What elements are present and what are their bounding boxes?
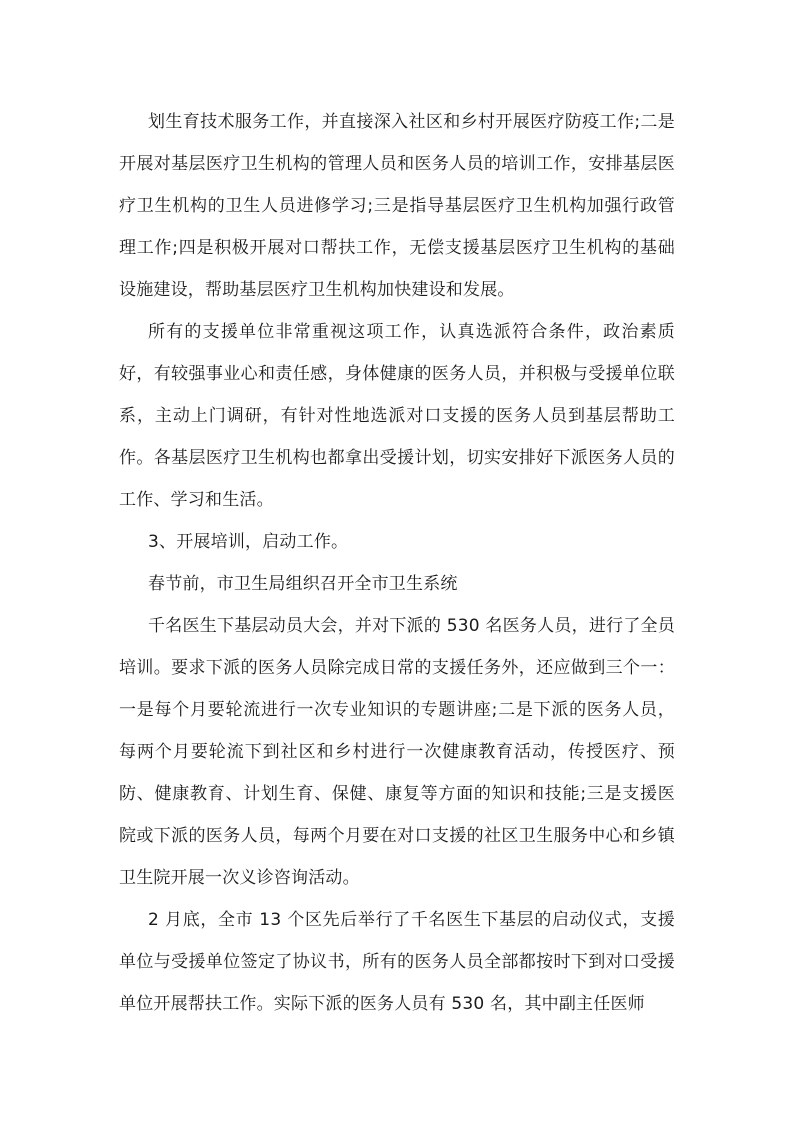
paragraph-6: 2 月底，全市 13 个区先后举行了千名医生下基层的启动仪式，支援单位与受援单位签定了协议书，所有的医务人员全部都按时下到对口受援单位开展帮扶工作。实际下派的医务人员有 530 名，其中副主任医师 [119, 910, 675, 1014]
paragraph-4: 春节前，市卫生局组织召开全市卫生系统 [148, 574, 458, 594]
paragraph-5: 千名医生下基层动员大会，并对下派的 530 名医务人员，进行了全员培训。要求下派的医务人员除完成日常的支援任务外，还应做到三个一：一是每个月要轮流进行一次专业知识的专题讲座;二是下派的医务人员，每两个月要轮流下到社区和乡村进行一次健康教育活动，传授医疗、预防、健康教育、计划生育、保健、康复等方面的知识和技能;三是支援医院或下派的医务人员，每两个月要在对口支援的社区卫生服务中心和乡镇卫生院开展一次义诊咨询活动。 [119, 616, 675, 888]
paragraph-1: 划生育技术服务工作，并直接深入社区和乡村开展医疗防疫工作;二是开展对基层医疗卫生机构的管理人员和医务人员的培训工作，安排基层医疗卫生机构的卫生人员进修学习;三是指导基层医疗卫生机构加强行政管理工作;四是积极开展对口帮扶工作，无偿支援基层医疗卫生机构的基础设施建设，帮助基层医疗卫生机构加快建设和发展。 [119, 112, 675, 300]
paragraph-3-heading: 3、开展培训，启动工作。 [148, 532, 349, 552]
paragraph-2: 所有的支援单位非常重视这项工作，认真选派符合条件，政治素质好，有较强事业心和责任感，身体健康的医务人员，并积极与受援单位联系，主动上门调研，有针对性地选派对口支援的医务人员到基层帮助工作。各基层医疗卫生机构也都拿出受援计划，切实安排好下派医务人员的工作、学习和生活。 [119, 322, 675, 510]
document-body [119, 101, 675, 1025]
